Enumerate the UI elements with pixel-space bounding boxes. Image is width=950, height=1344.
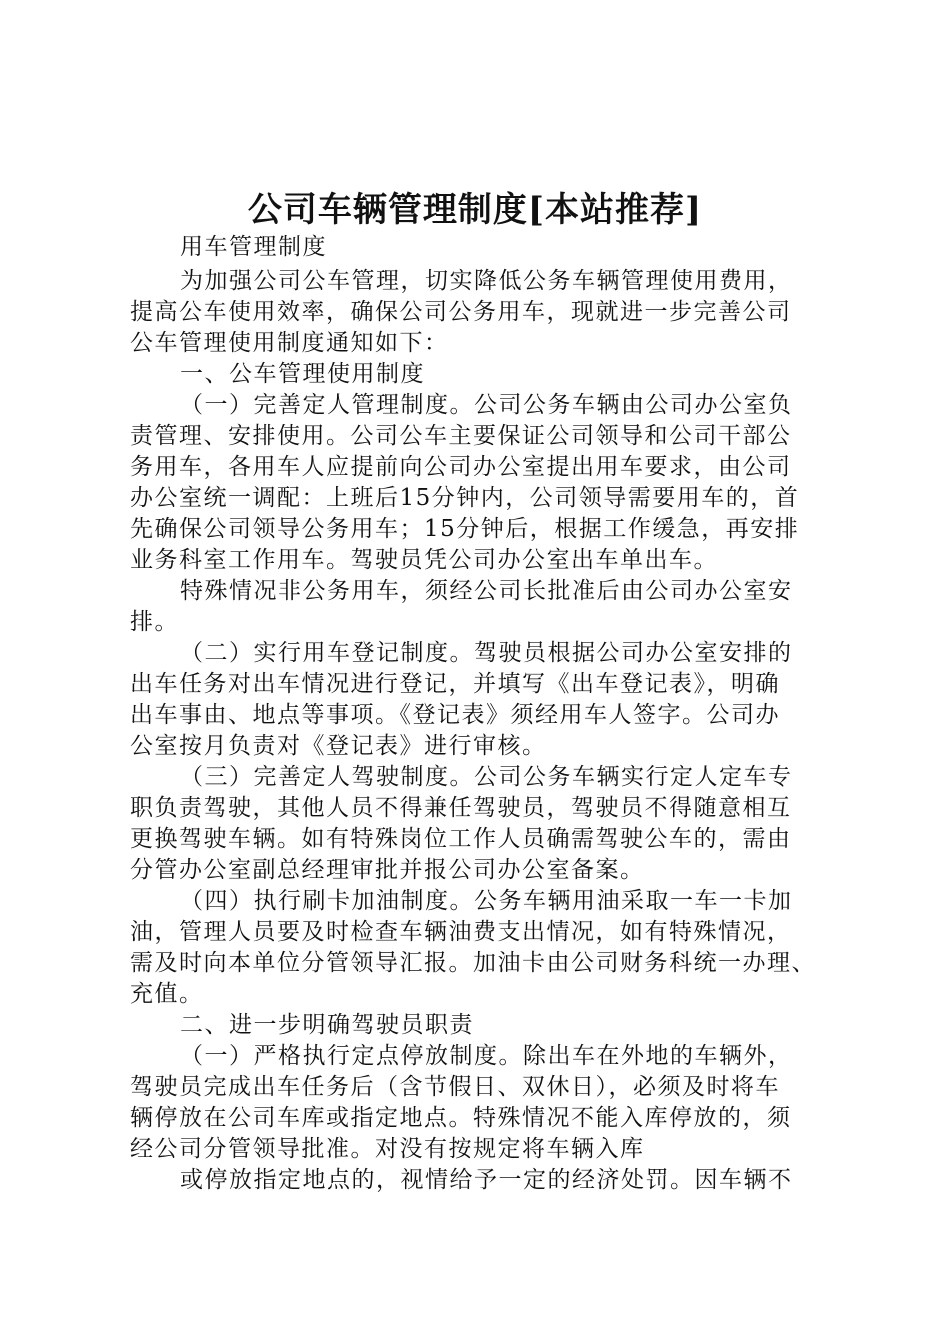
section-heading: 二、进一步明确驾驶员职责 <box>180 1012 474 1038</box>
paragraph-line: （四）执行刷卡加油制度。公务车辆用油采取一车一卡加 <box>180 888 793 914</box>
paragraph-line: 出车任务对出车情况进行登记，并填写《出车登记表》，明确 <box>130 671 780 697</box>
paragraph-line: 需及时向本单位分管领导汇报。加油卡由公司财务科统一办理、 <box>130 950 816 976</box>
paragraph-line: 更换驾驶车辆。如有特殊岗位工作人员确需驾驶公车的，需由 <box>130 826 792 852</box>
paragraph-line: （三）完善定人驾驶制度。公司公务车辆实行定人定车专 <box>180 764 793 790</box>
paragraph-line: （一）完善定人管理制度。公司公务车辆由公司办公室负 <box>180 392 793 418</box>
paragraph-line: 业务科室工作用车。驾驶员凭公司办公室出车单出车。 <box>130 547 718 573</box>
paragraph-line: 职负责驾驶，其他人员不得兼任驾驶员，驾驶员不得随意相互 <box>130 795 792 821</box>
paragraph-line: 先确保公司领导公务用车；15分钟后，根据工作缓急，再安排 <box>130 516 800 542</box>
paragraph-line: 辆停放在公司车库或指定地点。特殊情况不能入库停放的，须 <box>130 1105 792 1131</box>
paragraph-line: 办公室统一调配：上班后15分钟内，公司领导需要用车的，首 <box>130 485 800 511</box>
paragraph-line: 责管理、安排使用。公司公车主要保证公司领导和公司干部公 <box>130 423 792 449</box>
paragraph-line: 排。 <box>130 609 179 635</box>
paragraph-line: 充值。 <box>130 981 204 1007</box>
paragraph-line: 油，管理人员要及时检查车辆油费支出情况，如有特殊情况， <box>130 919 792 945</box>
paragraph-line: 出车事由、地点等事项。《登记表》须经用车人签字。公司办 <box>130 702 780 728</box>
paragraph-line: 公车管理使用制度通知如下： <box>130 330 449 356</box>
paragraph-line: 或停放指定地点的，视情给予一定的经济处罚。因车辆不 <box>180 1167 793 1193</box>
paragraph-line: （二）实行用车登记制度。驾驶员根据公司办公室安排的 <box>180 640 793 666</box>
paragraph-line: 提高公车使用效率，确保公司公务用车，现就进一步完善公司 <box>130 299 792 325</box>
paragraph-line: 驾驶员完成出车任务后（含节假日、双休日），必须及时将车 <box>130 1074 780 1100</box>
paragraph-line: 分管办公室副总经理审批并报公司办公室备案。 <box>130 857 645 883</box>
paragraph-line: （一）严格执行定点停放制度。除出车在外地的车辆外， <box>180 1043 793 1069</box>
paragraph-line: 用车管理制度 <box>180 234 327 260</box>
paragraph-line: 为加强公司公车管理，切实降低公务车辆管理使用费用， <box>180 268 793 294</box>
section-heading: 一、公车管理使用制度 <box>180 361 425 387</box>
paragraph-line: 务用车，各用车人应提前向公司办公室提出用车要求，由公司 <box>130 454 792 480</box>
paragraph-line: 公室按月负责对《登记表》进行审核。 <box>130 733 547 759</box>
paragraph-line: 经公司分管领导批准。对没有按规定将车辆入库 <box>130 1136 645 1162</box>
paragraph-line: 特殊情况非公务用车，须经公司长批准后由公司办公室安 <box>180 578 793 604</box>
document-title: 公司车辆管理制度[本站推荐] <box>247 190 703 230</box>
